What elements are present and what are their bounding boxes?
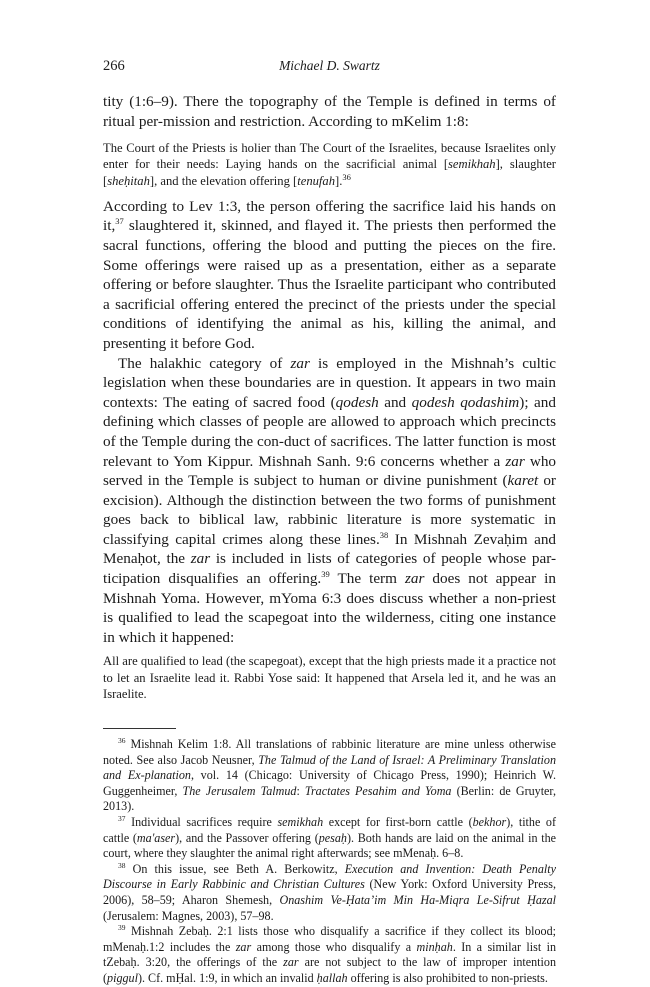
italic-term: karet: [507, 472, 539, 490]
text-run: except for first-born cattle (: [323, 815, 473, 830]
italic-term: zar: [505, 452, 525, 470]
text-run: ].: [335, 173, 343, 188]
italic-term: minḥah: [416, 939, 453, 954]
text-run: The halakhic category of: [118, 354, 291, 372]
text-run: In Mishnah Zevaḥim and Menaḥot, the: [103, 530, 557, 568]
italic-term: bekhor: [472, 815, 507, 830]
text-run: . In a similar list in tZebaḥ. 3:20, the offerings of the: [103, 939, 556, 970]
text-run: or excision). Although the distinction between the two forms of punishment goes back to biblical law, rabbinic literature is more systematic in classifying capital crimes along these lines.: [103, 472, 556, 548]
italic-term: zar: [283, 955, 299, 970]
footnote-ref: 37: [118, 814, 126, 823]
text-run: Individual sacrifices require: [125, 815, 278, 830]
text-run: are not subject to the law of improper intention (: [103, 955, 557, 985]
footnote-ref: 38: [118, 860, 126, 870]
italic-term: zar: [404, 570, 425, 588]
footnote-ref: 37: [115, 216, 124, 227]
text-run: among those who disqualify a: [251, 939, 417, 954]
italic-term: The Talmud of the Land of Israel: A Preliminary Translation and Ex-planation: [103, 752, 556, 783]
text-run: tity (1:6–9). There the topography of the Temple is defined in terms of ritual per-mission and restriction. According to mKelim 1:8:: [103, 93, 556, 130]
italic-term: tenufah: [297, 173, 336, 188]
italic-term: Execution and Invention: Death Penalty Discourse in Early Rabbinic and Christian Cultures: [103, 861, 556, 892]
text-run: ], slaughter [: [103, 157, 556, 188]
text-run: ); and defining which classes of people are allowed to approach which precincts of the Temple during the con-duct of sacrifices. The latter function is most relevant to Yom Kippur. Mishnah Sanh. 9:6 concerns whether a: [103, 393, 556, 470]
footnote-ref: 36: [118, 736, 126, 746]
text-run: (New York: Oxford University Press, 2006), 58–59; Aharon Shemesh,: [103, 877, 556, 907]
footnote-38: [103, 862, 556, 924]
text-run: :: [296, 783, 305, 798]
text-run: is included in lists of categories of people whose par-ticipation disqualifies an offering.: [103, 550, 557, 588]
italic-term: qodesh: [335, 393, 379, 411]
text-run: ), and the Passover offering (: [175, 830, 319, 845]
text-run: Mishnah Kelim 1:8. All translations of rabbinic literature are mine unless otherwise noted. See also Jacob Neusner,: [103, 737, 556, 767]
text-run: ], and the elevation offering [: [149, 173, 298, 188]
running-head: Michael D. Swartz: [279, 58, 380, 73]
page-header: [103, 58, 556, 80]
footnote-ref: 39: [321, 569, 330, 580]
text-run: On this issue, see Beth A. Berkowitz,: [125, 861, 345, 876]
italic-term: ma'aser: [136, 830, 176, 845]
text-run: The term: [329, 570, 405, 588]
footnote-rule: [103, 728, 176, 729]
body-paragraph-lev: [103, 197, 556, 354]
italic-term: Onashim Ve-Ḥata’im Min Ha-Miqra Le-Sifrut Ḥazal: [279, 893, 556, 907]
italic-term: pesaḥ: [318, 830, 347, 845]
text-run: offering is also prohibited to non-priests.: [347, 970, 548, 985]
italic-term: semikhah: [448, 157, 496, 172]
text-run: is employed in the Mishnah’s cultic legislation when these boundaries are in question. It appears in two main contexts: The eating of sacred food (: [103, 354, 556, 411]
italic-term: semikhah: [277, 815, 324, 830]
block-quote-kelim: [103, 140, 556, 189]
text-run: According to Lev 1:3, the person offering the sacrifice laid his hands on it,: [103, 197, 556, 235]
footnote-ref: 39: [118, 923, 126, 933]
footnote-ref: 38: [379, 529, 389, 540]
italic-term: sheḥitah: [107, 173, 150, 188]
text-run: The Court of the Priests is holier than The Court of the Israelites, because Israelites only enter for their needs: Laying hands on the sacrificial animal [: [103, 141, 556, 172]
italic-term: ḥallah: [316, 970, 348, 985]
text-run: ). Cf. mḤal. 1:9, in which an invalid: [137, 970, 317, 985]
italic-term: zar: [235, 939, 252, 954]
italic-term: The Jerusalem Talmud: [182, 783, 297, 798]
page-number: 266: [103, 58, 125, 74]
footnote-39: [103, 924, 556, 986]
text-run: slaughtered it, skinned, and flayed it. The priests then performed the sacral functions, offering the blood and putting the pieces on the fire. Some offerings were raised up as a presentation, either as a separate offering or before slaughter. Thus the Israelite participant who contributed a sacrificial offering entered the precinct of the priests under the special conditions of identifying the animal as his, killing the animal, and presenting it before God.: [103, 217, 556, 352]
text-run: ), tithe of cattle (: [103, 815, 556, 845]
text-run: All are qualified to lead (the scapegoat), except that the high priests made it a practice not to let an Israelite lead it. Rabbi Yose said: It happened that Arsela led it, and he was an Israelite.: [103, 654, 556, 701]
italic-term: Tractates Pesahim and Yoma: [304, 783, 452, 798]
body-paragraph-zar: [103, 354, 556, 648]
body-paragraph-intro: [103, 92, 556, 131]
text-run: and: [378, 393, 412, 411]
italic-term: zar: [290, 354, 310, 372]
text-run: does not appear in Mishnah Yoma. However, mYoma 6:3 does discuss whether a non-priest is qualified to lead the scapegoat into the wilderness, citing one instance in which it happened:: [103, 570, 556, 646]
italic-term: zar: [190, 550, 211, 568]
text-run: who served in the Temple is subject to human or divine punishment (: [103, 452, 557, 490]
text-run: (Jerusalem: Magnes, 2003), 57–98.: [103, 908, 274, 923]
footnote-ref: 36: [342, 171, 351, 182]
book-page: [103, 58, 556, 987]
block-quote-yoma: [103, 653, 556, 702]
text-run: ). Both hands are laid on the animal in the court, where they slaughter the animal right afterwards; see mMenaḥ. 6–8.: [103, 830, 556, 861]
text-run: , vol. 14 (Chicago: University of Chicago Press, 1990); Heinrich W. Guggenheimer,: [103, 768, 556, 798]
footnote-36: [103, 737, 556, 815]
text-run: Mishnah Zebaḥ. 2:1 lists those who disqualify a sacrifice if they collect its blood; mMenaḥ.1:2 includes the: [103, 924, 556, 954]
italic-term: piggul: [107, 970, 138, 985]
italic-term: qodesh qodashim: [411, 393, 520, 411]
footnote-37: [103, 815, 556, 862]
text-run: (Berlin: de Gruyter, 2013).: [103, 783, 556, 814]
